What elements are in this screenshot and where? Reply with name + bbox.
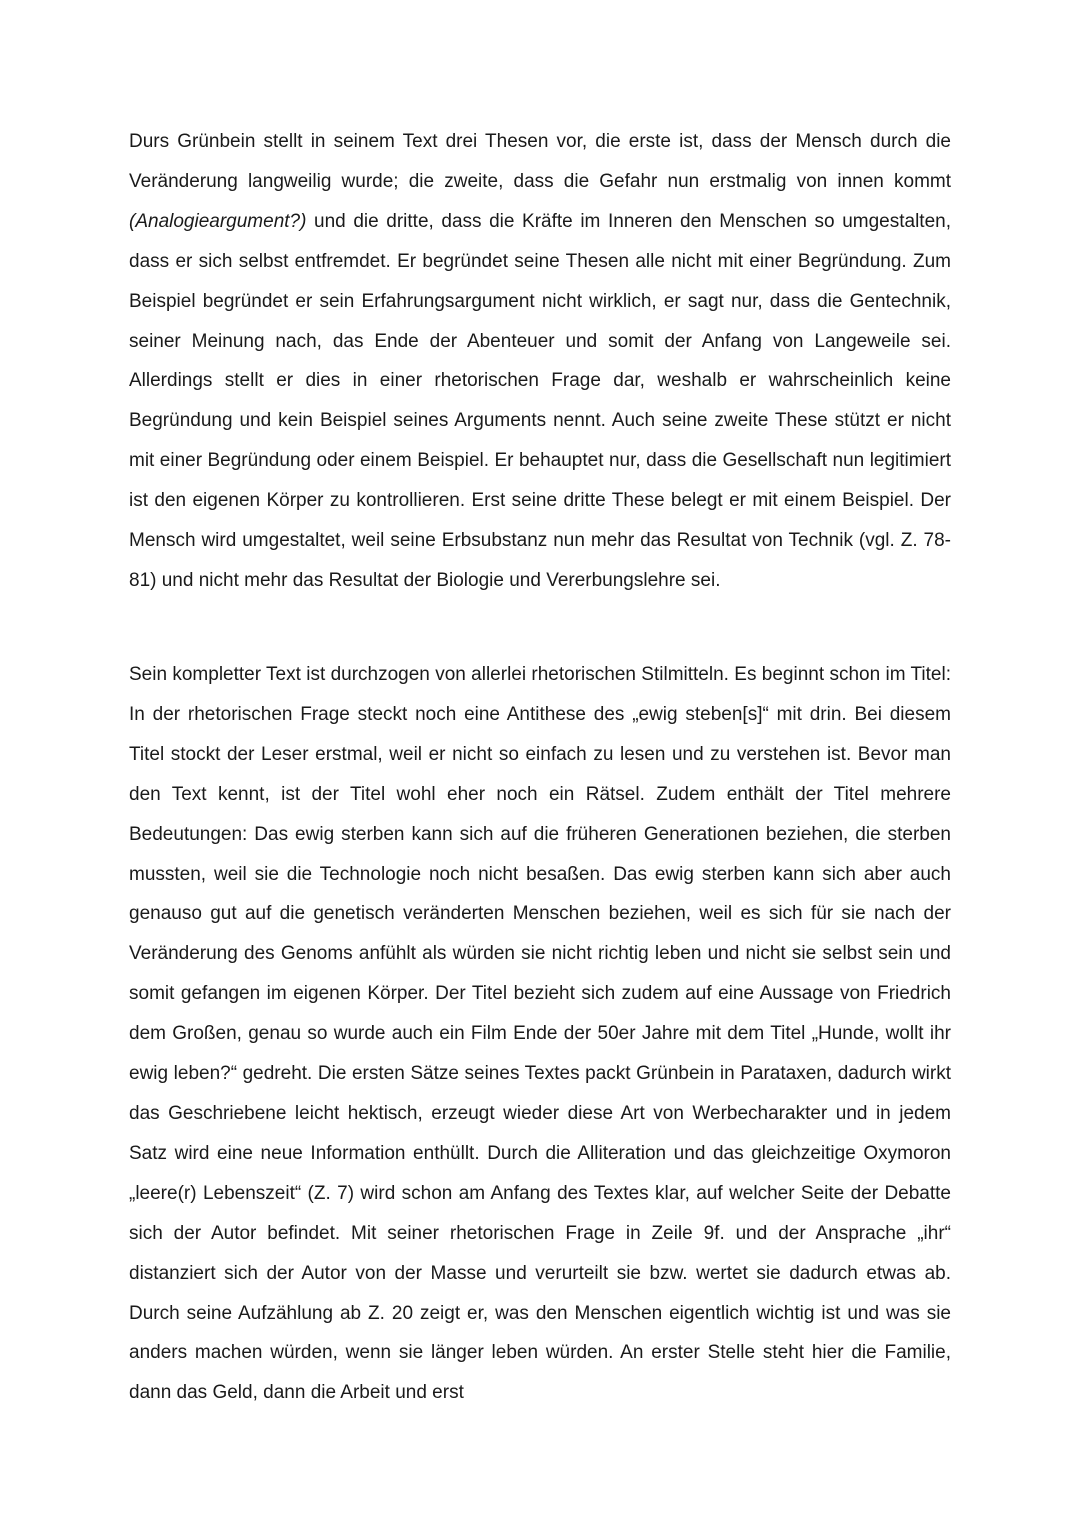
paragraph-1-text-end: und die dritte, dass die Kräfte im Inneren den Menschen so umgestalten, dass er sich selbst entfremdet. Er begründet seine Thesen alle nicht mit einer Begründung. Zum Beispiel begründet er sein Erfahrungsargument nicht wirklich, er sagt nur, dass die Gentechnik, seiner Meinung nach, das Ende der Abenteuer und somit der Anfang von Langeweile sei. Allerdings stellt er dies in einer rhetorischen Frage dar, weshalb er wahrscheinlich keine Begründung und kein Beispiel seines Arguments nennt. Auch seine zweite These stützt er nicht mit einer Begründung oder einem Beispiel. Er behauptet nur, dass die Gesellschaft nun legitimiert ist den eigenen Körper zu kontrollieren. Erst seine dritte These belegt er mit einem Beispiel. Der Mensch wird umgestaltet, weil seine Erbsubstanz nun mehr das Resultat von Technik (vgl. Z. 78-81) und nicht mehr das Resultat der Biologie und Vererbungslehre sei. [129,210,951,591]
paragraph-1-text-start: Durs Grünbein stellt in seinem Text drei Thesen vor, die erste ist, dass der Mensch durch die Veränderung langweilig wurde; die zweite, dass die Gefahr nun erstmalig von innen kommt [129,131,951,192]
paragraph-stylistic-devices: Sein kompletter Text ist durchzogen von allerlei rhetorischen Stilmitteln. Es beginnt schon im Titel: In der rhetorischen Frage steckt noch eine Antithese des „ewig steben[s]“ mit drin. Bei diesem Titel stockt der Leser erstmal, weil er nicht so einfach zu lesen und zu verstehen ist. Bevor man den Text kennt, ist der Titel wohl eher noch ein Rätsel. Zudem enthält der Titel mehrere Bedeutungen: Das ewig sterben kann sich auf die früheren Generationen beziehen, die sterben mussten, weil sie die Technologie noch nicht besaßen. Das ewig sterben kann sich aber auch genauso gut auf die genetisch veränderten Menschen beziehen, weil es sich für sie nach der Veränderung des Genoms anfühlt als würden sie nicht richtig leben und nicht sie selbst sein und somit gefangen im eigenen Körper. Der Titel bezieht sich zudem auf eine Aussage von Friedrich dem Großen, genau so wurde auch ein Film Ende der 50er Jahre mit dem Titel „Hunde, wollt ihr ewig leben?“ gedreht. Die ersten Sätze seines Textes packt Grünbein in Parataxen, dadurch wirkt das Geschriebene leicht hektisch, erzeugt wieder diese Art von Werbecharakter und in jedem Satz wird eine neue Information enthüllt. Durch die Alliteration und das gleichzeitige Oxymoron „leere(r) Lebenszeit“ (Z. 7) wird schon am Anfang des Textes klar, auf welcher Seite der Debatte sich der Autor befindet. Mit seiner rhetorischen Frage in Zeile 9f. und der Ansprache „ihr“ distanziert sich der Autor von der Masse und verurteilt sie bzw. wertet sie dadurch etwas ab. Durch seine Aufzählung ab Z. 20 zeigt er, was den Menschen eigentlich wichtig ist und was sie anders machen würden, wenn sie länger leben würden. An erster Stelle steht hier die Familie, dann das Geld, dann die Arbeit und erst [129,664,951,1404]
italic-annotation: (Analogieargument?) [129,210,307,232]
paragraph-theses [129,122,951,601]
